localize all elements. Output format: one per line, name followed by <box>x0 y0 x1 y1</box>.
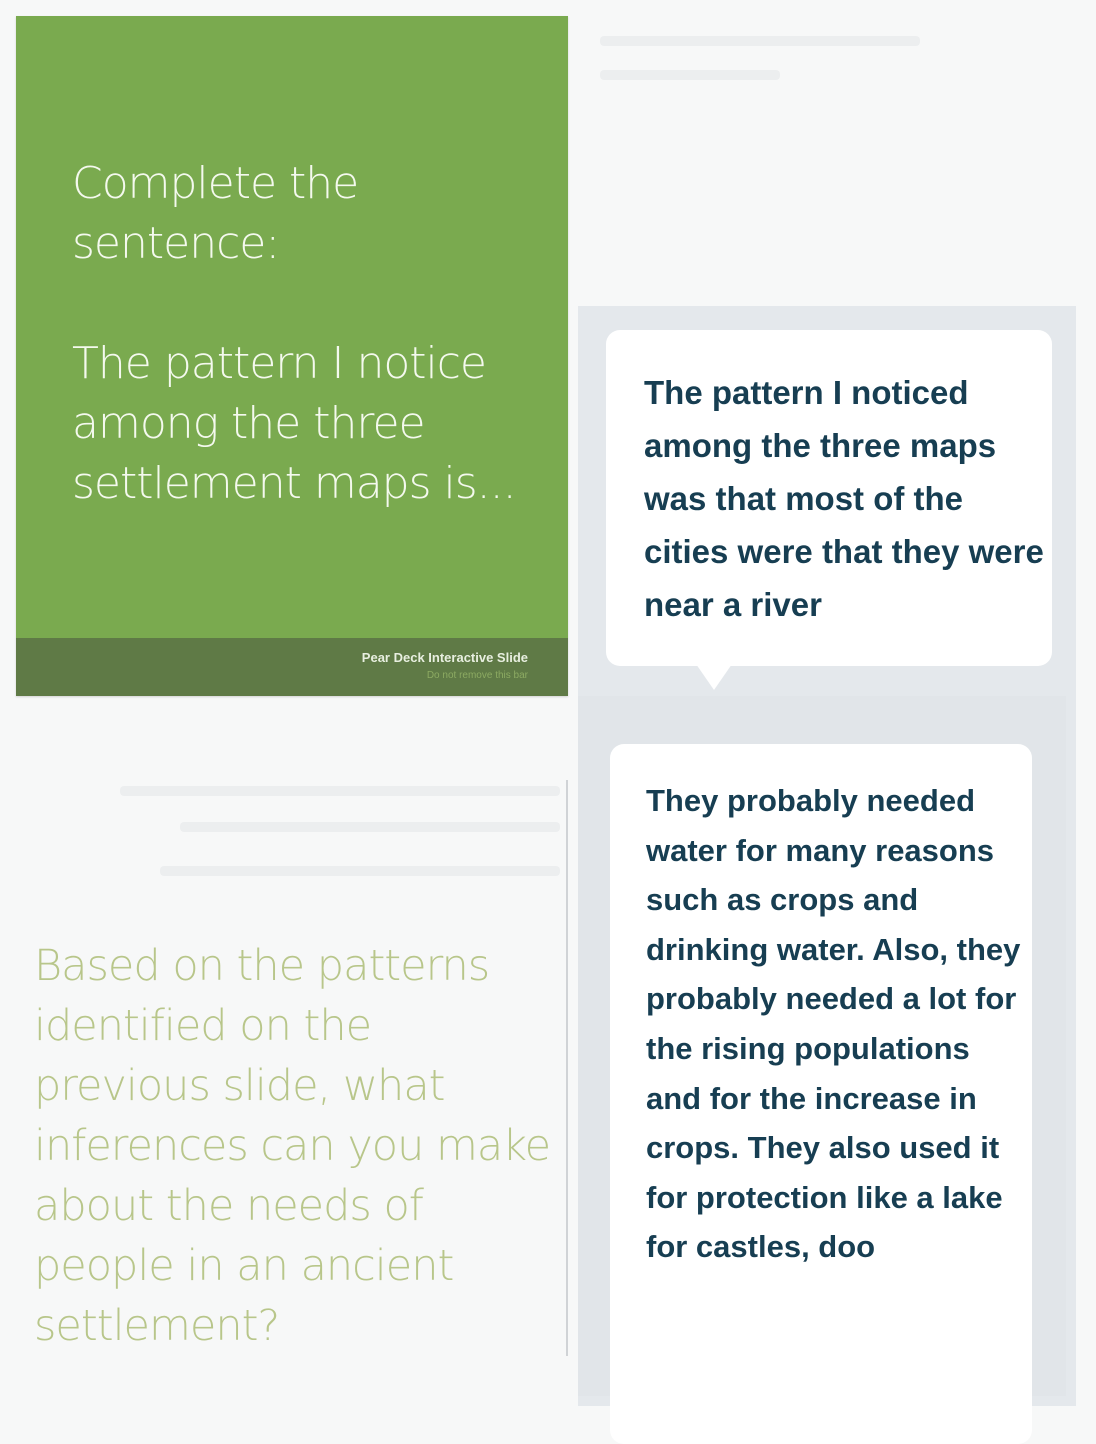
speech-bubble-tail <box>696 664 732 690</box>
footer-note: Do not remove this bar <box>426 670 528 681</box>
prompt-heading: Complete the sentence: <box>72 158 359 269</box>
scan-artifact <box>120 786 560 796</box>
scan-artifact <box>600 36 920 46</box>
response-card <box>606 330 1052 666</box>
slide-prompt <box>72 154 542 514</box>
divider <box>566 780 568 1356</box>
response-card <box>610 744 1032 1444</box>
prompt-body: The pattern I notice among the three settlement maps is... <box>72 338 516 509</box>
footer-title: Pear Deck Interactive Slide <box>361 650 528 665</box>
scan-artifact <box>160 866 560 876</box>
inference-question: Based on the patterns identified on the previous slide, what inferences can you make about the needs of people in an ancient settlement? <box>34 941 551 1351</box>
response-text: The pattern I noticed among the three maps was that most of the cities were that they were near a river <box>644 374 1044 623</box>
scan-artifact <box>180 822 560 832</box>
scan-artifact <box>600 70 780 80</box>
prompt-slide <box>16 16 568 696</box>
response-text: They probably needed water for many reasons such as crops and drinking water. Also, they probably needed a lot for the rising populations and for the increase in crops. They also used it for protection like a lake for castles, doo <box>646 783 1021 1265</box>
slide-footer-bar <box>16 638 568 696</box>
